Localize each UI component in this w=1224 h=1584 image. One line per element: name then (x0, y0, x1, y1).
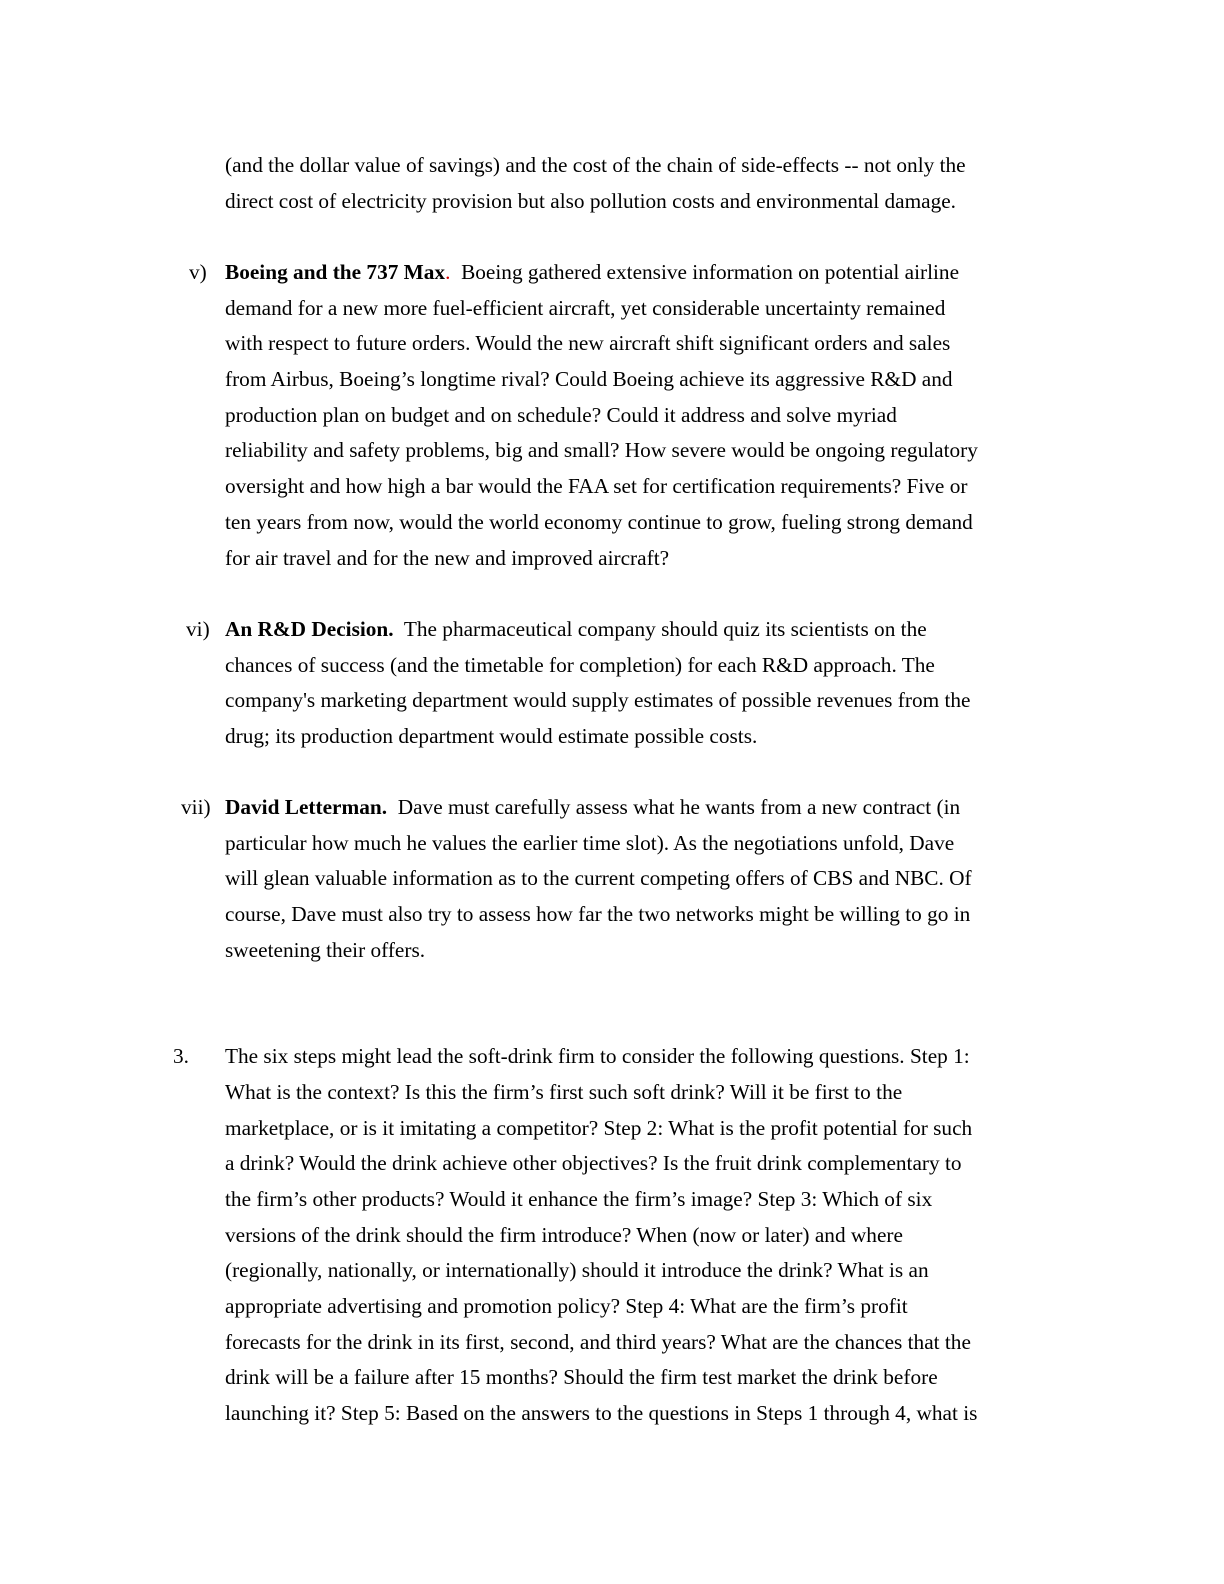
item-title: An R&D Decision. (225, 617, 394, 641)
text-line: a drink? Would the drink achieve other objectives? Is the fruit drink complementary to (225, 1151, 962, 1175)
item-title: David Letterman. (225, 795, 388, 819)
text-line: What is the context? Is this the firm’s first such soft drink? Will it be first to the (225, 1080, 903, 1104)
text-line: launching it? Step 5: Based on the answers to the questions in Steps 1 through 4, what is (225, 1401, 978, 1425)
text-line: from Airbus, Boeing’s longtime rival? Could Boeing achieve its aggressive R&D and (225, 367, 953, 391)
text-line: with respect to future orders. Would the new aircraft shift significant orders and sales (225, 331, 951, 355)
item-title-punctuation: . (445, 260, 451, 284)
list-marker: vi) (186, 617, 210, 641)
text-line: direct cost of electricity provision but also pollution costs and environmental damage. (225, 189, 957, 213)
text-line: oversight and how high a bar would the FAA set for certification requirements? Five or (225, 474, 968, 498)
text-line: (and the dollar value of savings) and the cost of the chain of side-effects -- not only the (225, 153, 966, 177)
text-line: course, Dave must also try to assess how far the two networks might be willing to go in (225, 902, 971, 926)
text-line: company's marketing department would supply estimates of possible revenues from the (225, 688, 971, 712)
list-marker: 3. (173, 1044, 189, 1068)
text-line: drug; its production department would estimate possible costs. (225, 724, 758, 748)
text-line: for air travel and for the new and improved aircraft? (225, 546, 670, 570)
text-line: reliability and safety problems, big and small? How severe would be ongoing regulatory (225, 438, 978, 462)
item-text: The pharmaceutical company should quiz its scientists on the (393, 617, 927, 641)
text-line: drink will be a failure after 15 months? Should the firm test market the drink before (225, 1365, 938, 1389)
item-text: Boeing gathered extensive information on potential airline (450, 260, 960, 284)
text-line: chances of success (and the timetable for completion) for each R&D approach. The (225, 653, 935, 677)
list-marker: v) (189, 260, 207, 284)
text-line: demand for a new more fuel-efficient aircraft, yet considerable uncertainty remained (225, 296, 946, 320)
text-line: marketplace, or is it imitating a competitor? Step 2: What is the profit potential for such (225, 1116, 973, 1140)
text-line (225, 794, 960, 820)
text-line: particular how much he values the earlier time slot). As the negotiations unfold, Dave (225, 831, 955, 855)
list-marker: vii) (181, 795, 211, 819)
item-title: Boeing and the 737 Max (225, 260, 446, 284)
text-line: forecasts for the drink in its first, second, and third years? What are the chances that the (225, 1330, 971, 1354)
text-line: (regionally, nationally, or internationally) should it introduce the drink? What is an (225, 1258, 929, 1282)
text-line: The six steps might lead the soft-drink firm to consider the following questions. Step 1: (225, 1044, 970, 1068)
text-line: production plan on budget and on schedule? Could it address and solve myriad (225, 403, 897, 427)
text-line: ten years from now, would the world economy continue to grow, fueling strong demand (225, 510, 973, 534)
text-line: the firm’s other products? Would it enhance the firm’s image? Step 3: Which of six (225, 1187, 933, 1211)
text-line: will glean valuable information as to the current competing offers of CBS and NBC. Of (225, 866, 972, 890)
text-line: appropriate advertising and promotion policy? Step 4: What are the firm’s profit (225, 1294, 908, 1318)
text-line (225, 259, 959, 285)
text-line: versions of the drink should the firm introduce? When (now or later) and where (225, 1223, 903, 1247)
item-text: Dave must carefully assess what he wants from a new contract (in (387, 795, 961, 819)
text-line: sweetening their offers. (225, 938, 426, 962)
text-line (225, 616, 927, 642)
